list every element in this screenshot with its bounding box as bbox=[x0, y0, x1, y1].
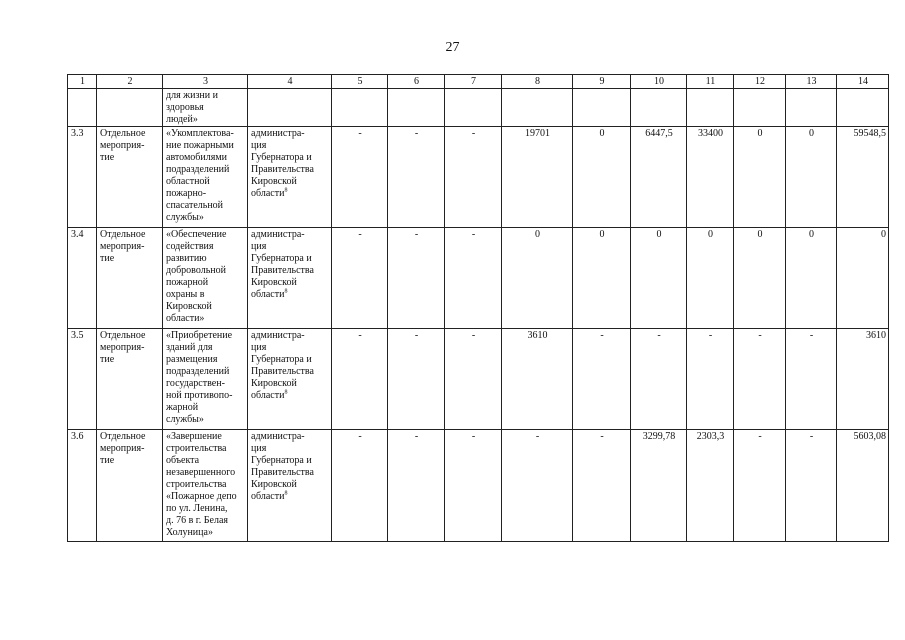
cell-text: 2303,3 bbox=[696, 431, 725, 442]
cell-text: администра- ция Губернатора и Правительства Кировской области$^8$ bbox=[251, 128, 314, 199]
table-cell bbox=[786, 89, 837, 127]
table-cell bbox=[97, 329, 163, 430]
table-cell bbox=[734, 89, 786, 127]
cell-text: 3.3 bbox=[71, 128, 84, 139]
cell-text: 0 bbox=[809, 229, 814, 240]
table-cell bbox=[68, 329, 97, 430]
table-cell bbox=[837, 89, 889, 127]
table-cell bbox=[687, 228, 734, 329]
table-cell bbox=[573, 430, 631, 542]
cell-text: - bbox=[414, 229, 419, 240]
table-cell bbox=[163, 430, 248, 542]
table-cell bbox=[97, 89, 163, 127]
table-cell bbox=[631, 329, 687, 430]
column-header: 4 bbox=[248, 75, 332, 89]
table-cell bbox=[445, 228, 502, 329]
table-cell bbox=[248, 430, 332, 542]
table-cell bbox=[445, 430, 502, 542]
cell-text: 0 bbox=[757, 128, 763, 139]
footnote-marker: 8 bbox=[284, 490, 288, 497]
cell-text: - bbox=[758, 431, 762, 442]
table-cell bbox=[734, 329, 786, 430]
cell-text: 0 bbox=[599, 128, 605, 139]
table-cell bbox=[68, 430, 97, 542]
table-cell bbox=[687, 430, 734, 542]
table-cell bbox=[837, 228, 889, 329]
table-cell bbox=[388, 89, 445, 127]
cell-text: - bbox=[471, 431, 476, 442]
cell-text: - bbox=[471, 330, 476, 341]
table-cell bbox=[68, 228, 97, 329]
cell-text: 3610 bbox=[527, 330, 548, 341]
cell-text: Отдельное мероприя- тие bbox=[100, 229, 146, 264]
table-cell bbox=[734, 228, 786, 329]
table-cell bbox=[248, 89, 332, 127]
budget-table bbox=[67, 74, 889, 542]
cell-text: 5603,08 bbox=[853, 431, 886, 442]
table-cell bbox=[502, 127, 573, 228]
cell-text: 0 bbox=[656, 229, 662, 240]
footnote-marker: 8 bbox=[284, 389, 288, 396]
cell-text: - bbox=[414, 431, 419, 442]
table-cell bbox=[573, 89, 631, 127]
column-header: 1 bbox=[68, 75, 97, 89]
cell-text: 3.5 bbox=[71, 330, 84, 341]
table-row bbox=[68, 329, 889, 430]
cell-text: - bbox=[809, 431, 814, 442]
table-cell bbox=[631, 228, 687, 329]
table-cell bbox=[388, 430, 445, 542]
table-cell bbox=[332, 430, 388, 542]
cell-text: - bbox=[358, 128, 362, 139]
cell-text: 6447,5 bbox=[645, 128, 673, 139]
cell-text: - bbox=[471, 229, 476, 240]
table-cell bbox=[502, 329, 573, 430]
table-cell bbox=[502, 430, 573, 542]
table-cell bbox=[163, 127, 248, 228]
table-cell bbox=[445, 127, 502, 228]
table-cell bbox=[573, 127, 631, 228]
cell-text: для жизни и здоровья людей» bbox=[166, 90, 218, 125]
cell-text: - bbox=[414, 128, 419, 139]
table-cell bbox=[388, 127, 445, 228]
cell-text: 0 bbox=[757, 229, 763, 240]
cell-text: - bbox=[414, 330, 419, 341]
column-header: 5 bbox=[332, 75, 388, 89]
table-cell bbox=[248, 127, 332, 228]
cell-text: «Обеспечение содействия развитию добровольной пожарной охраны в Кировской области» bbox=[166, 229, 227, 324]
cell-text: - bbox=[809, 330, 814, 341]
cell-text: 33400 bbox=[698, 128, 723, 139]
cell-text: 3.4 bbox=[71, 229, 84, 240]
table-cell bbox=[332, 127, 388, 228]
column-header: 11 bbox=[687, 75, 734, 89]
cell-text: «Укомплектова- ние пожарными автомобилями подразделений областной пожарно- спасательной службы» bbox=[166, 128, 234, 223]
cell-text: 59548,5 bbox=[853, 128, 886, 139]
table-cell bbox=[248, 228, 332, 329]
page-number: 27 bbox=[445, 40, 460, 55]
column-header: 10 bbox=[631, 75, 687, 89]
cell-text: - bbox=[358, 431, 362, 442]
table-cell bbox=[68, 127, 97, 228]
column-header: 13 bbox=[786, 75, 837, 89]
cell-text: администра- ция Губернатора и Правительства Кировской области$^8$ bbox=[251, 330, 314, 401]
table-cell bbox=[631, 430, 687, 542]
table-cell bbox=[573, 329, 631, 430]
table-row bbox=[68, 228, 889, 329]
column-header: 12 bbox=[734, 75, 786, 89]
cell-text: - bbox=[708, 330, 713, 341]
table-cell bbox=[97, 228, 163, 329]
cell-text: Отдельное мероприя- тие bbox=[100, 431, 146, 466]
table-cell bbox=[502, 89, 573, 127]
cell-text: 3610 bbox=[866, 330, 886, 341]
table-cell bbox=[734, 127, 786, 228]
table-cell bbox=[97, 127, 163, 228]
table-cell bbox=[786, 329, 837, 430]
table-cell bbox=[68, 89, 97, 127]
cell-text: «Приобретение зданий для размещения подразделений государствен- ной противопо- жарной службы» bbox=[166, 330, 233, 425]
table-cell bbox=[631, 89, 687, 127]
cell-text: - bbox=[471, 128, 476, 139]
table-cell bbox=[97, 430, 163, 542]
table-cell bbox=[687, 127, 734, 228]
cell-text: администра- ция Губернатора и Правительства Кировской области$^8$ bbox=[251, 229, 314, 300]
table-cell bbox=[163, 329, 248, 430]
cell-text: Отдельное мероприя- тие bbox=[100, 128, 146, 163]
table-cell bbox=[332, 329, 388, 430]
table-header-row bbox=[68, 75, 889, 89]
table-cell bbox=[687, 329, 734, 430]
column-header: 6 bbox=[388, 75, 445, 89]
cell-text: - bbox=[600, 431, 604, 442]
cell-text: Отдельное мероприя- тие bbox=[100, 330, 146, 365]
table-cell bbox=[388, 228, 445, 329]
table-cell bbox=[388, 329, 445, 430]
table-cell bbox=[837, 127, 889, 228]
table-cell bbox=[786, 430, 837, 542]
footnote-marker: 8 bbox=[284, 187, 288, 194]
footnote-marker: 8 bbox=[284, 288, 288, 295]
table-cell bbox=[786, 228, 837, 329]
cell-text: - bbox=[657, 330, 661, 341]
cell-text: 0 bbox=[599, 229, 605, 240]
cell-text: - bbox=[535, 431, 540, 442]
table-row bbox=[68, 127, 889, 228]
cell-text: 0 bbox=[881, 229, 886, 240]
column-header: 9 bbox=[573, 75, 631, 89]
cell-text: 0 bbox=[535, 229, 540, 240]
cell-text: 3.6 bbox=[71, 431, 84, 442]
table-cell bbox=[734, 430, 786, 542]
column-header: 8 bbox=[502, 75, 573, 89]
cell-text: 0 bbox=[708, 229, 713, 240]
table-cell bbox=[687, 89, 734, 127]
table-cell bbox=[573, 228, 631, 329]
cell-text: 19701 bbox=[525, 128, 550, 139]
table-cell bbox=[502, 228, 573, 329]
cell-text: - bbox=[758, 330, 762, 341]
cell-text: - bbox=[358, 229, 362, 240]
column-header: 14 bbox=[837, 75, 889, 89]
cell-text: - bbox=[600, 330, 604, 341]
cell-text: «Завершение строительства объекта незавершенного строительства «Пожарное депо по ул. Ленина, д. 76 в г. Белая Холуница» bbox=[166, 431, 237, 538]
cell-text: администра- ция Губернатора и Правительства Кировской области$^8$ bbox=[251, 431, 314, 502]
table-cell bbox=[445, 329, 502, 430]
table-cell bbox=[837, 430, 889, 542]
table-cell bbox=[837, 329, 889, 430]
cell-text: - bbox=[358, 330, 362, 341]
table-cell bbox=[786, 127, 837, 228]
table-cell bbox=[631, 127, 687, 228]
table-row bbox=[68, 430, 889, 542]
table-cell bbox=[445, 89, 502, 127]
column-header: 7 bbox=[445, 75, 502, 89]
cell-text: 0 bbox=[809, 128, 814, 139]
table-cell bbox=[163, 89, 248, 127]
table-cell bbox=[332, 89, 388, 127]
column-header: 2 bbox=[97, 75, 163, 89]
column-header: 3 bbox=[163, 75, 248, 89]
cell-text: 3299,78 bbox=[642, 431, 676, 442]
table-cell bbox=[332, 228, 388, 329]
table-cell bbox=[163, 228, 248, 329]
table-cell bbox=[248, 329, 332, 430]
table-row bbox=[68, 89, 889, 127]
